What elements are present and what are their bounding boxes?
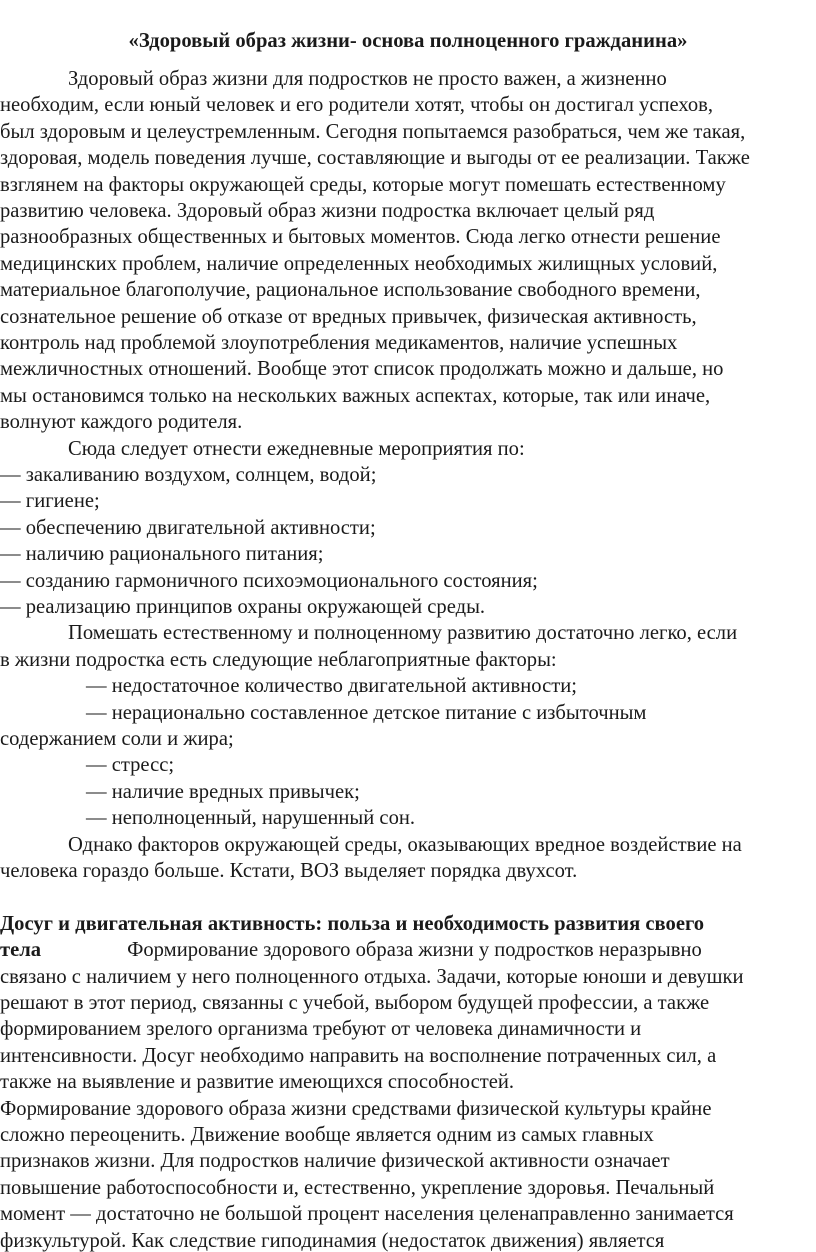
factor-item: — наличие вредных привычек;	[86, 780, 360, 803]
daily-list-item: — реализацию принципов охраны окружающей среды.	[0, 596, 486, 618]
daily-list-item: — созданию гармоничного психоэмоционального состояния;	[0, 569, 538, 592]
daily-list-item: — гигиене;	[0, 490, 100, 513]
intro-line: был здоровым и целеустремленным. Сегодня попытаемся разобраться, чем же такая,	[0, 120, 746, 143]
section-body-line: Формирование здорового образа жизни средствами физической культуры крайне	[0, 1097, 712, 1120]
section-body-line: также на выявление и развитие имеющихся способностей.	[0, 1071, 515, 1094]
env-line: Однако факторов окружающей среды, оказывающих вредное воздействие на	[68, 833, 742, 856]
section-body-line: момент — достаточно не большой процент населения целенаправленно занимается	[0, 1203, 734, 1226]
intro-line: Здоровый образ жизни для подростков не просто важен, а жизненно	[68, 68, 667, 90]
section-body-line: связано с наличием у него полноценного отдыха. Задачи, которые юноши и девушки	[0, 965, 744, 988]
section-body-line: сложно переоценить. Движение вообще является одним из самых главных	[0, 1124, 654, 1146]
intro-line: межличностных отношений. Вообще этот список продолжать можно и дальше, но	[0, 358, 724, 381]
daily-list-item: — обеспечению двигательной активности;	[0, 516, 376, 539]
intro-line: волнуют каждого родителя.	[0, 411, 243, 434]
section-body-line: повышение работоспособности и, естественно, укрепление здоровья. Печальный	[0, 1176, 715, 1199]
env-line: человека гораздо больше. Кстати, ВОЗ выделяет порядка двухсот.	[0, 860, 578, 882]
daily-list-item: — наличию рационального питания;	[0, 543, 324, 566]
intro-line: здоровая, модель поведения лучше, составляющие и выгоды от ее реализации. Также	[0, 147, 750, 170]
intro-line: мы остановимся только на нескольких важных аспектах, которые, так или иначе,	[0, 384, 711, 407]
intro-line: сознательное решение об отказе от вредных привычек, физическая активность,	[0, 305, 697, 328]
intro-line: контроль над проблемой злоупотребления медикаментов, наличие успешных	[0, 332, 678, 354]
daily-intro: Сюда следует отнести ежедневные мероприятия по:	[68, 437, 525, 460]
intro-line: разнообразных общественных и бытовых моментов. Сюда легко отнести решение	[0, 226, 721, 249]
intro-line: медицинских проблем, наличие определенных необходимых жилищных условий,	[0, 252, 718, 275]
daily-list-item: — закаливанию воздухом, солнцем, водой;	[0, 464, 377, 486]
factor-item: — стресс;	[86, 754, 175, 777]
intro-line: развитию человека. Здоровый образ жизни подростка включает целый ряд	[0, 200, 655, 222]
section-body-line: решают в этот период, связанны с учебой, выбором будущей профессии, а также	[0, 992, 710, 1014]
intro-line: материальное благополучие, рациональное использование свободного времени,	[0, 279, 701, 302]
section-heading: тела	[0, 939, 42, 962]
factors-intro-line: в жизни подростка есть следующие неблагоприятные факторы:	[0, 648, 557, 671]
document-title: «Здоровый образ жизни- основа полноценного гражданина»	[128, 30, 688, 52]
section-heading: Досуг и двигательная активность: польза и необходимость развития своего	[0, 912, 705, 935]
intro-line: необходим, если юный человек и его родители хотят, чтобы он достигал успехов,	[0, 94, 714, 117]
section-body-line: интенсивности. Досуг необходимо направить на восполнение потраченных сил, а	[0, 1044, 717, 1067]
intro-line: взглянем на факторы окружающей среды, которые могут помешать естественному	[0, 173, 726, 196]
factor-item: — неполноценный, нарушенный сон.	[86, 807, 416, 830]
section-body-line: признаков жизни. Для подростков наличие физической активности означает	[0, 1150, 670, 1173]
factor-item-continuation: содержанием соли и жира;	[0, 728, 234, 750]
factors-intro-line: Помешать естественному и полноценному развитию достаточно легко, если	[68, 622, 738, 645]
section-body-line: физкультурой. Как следствие гиподинамия (недостаток движения) является	[0, 1229, 665, 1252]
section-heading-continuation-line	[0, 937, 702, 963]
factor-item: — нерационально составленное детское питание с избыточным	[86, 701, 647, 724]
section-body-line: формированием зрелого организма требуют от человека динамичности и	[0, 1018, 642, 1041]
factor-item: — недостаточное количество двигательной активности;	[86, 675, 577, 698]
section-body-line: Формирование здорового образа жизни у подростков неразрывно	[127, 939, 702, 962]
